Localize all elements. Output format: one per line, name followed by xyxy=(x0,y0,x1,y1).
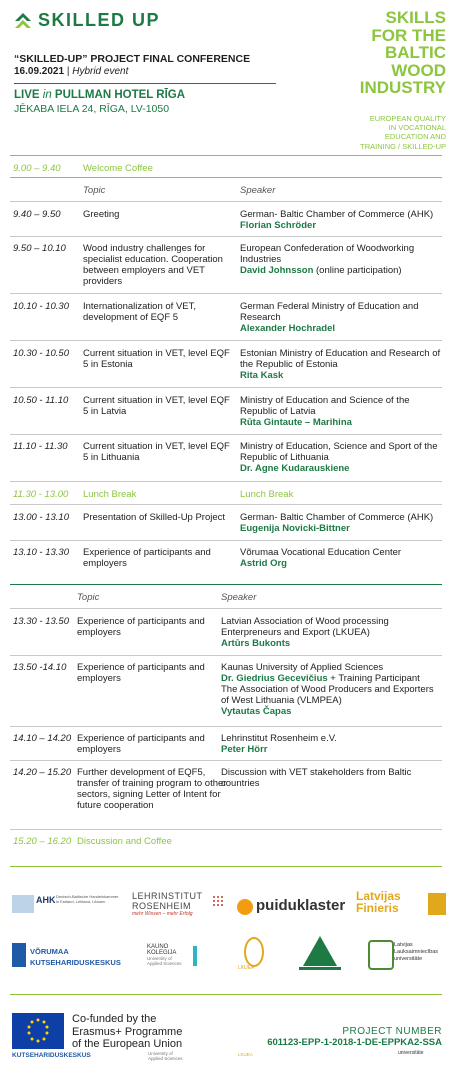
vlmpea-tree-icon xyxy=(297,934,343,972)
green-divider xyxy=(10,155,442,156)
conference-title: “SKILLED-UP” PROJECT FINAL CONFERENCE xyxy=(14,53,251,65)
lkuea-small-logo: LKUEA xyxy=(238,1052,253,1057)
row-divider xyxy=(10,829,442,830)
lluni-logo: Latvijas Lauksaimniecības universitāte xyxy=(368,940,446,970)
vorumaa-small-logo: KUTSEHARIDUSKESKUS xyxy=(12,1052,91,1059)
header-divider xyxy=(14,83,276,84)
logos-divider xyxy=(10,866,442,867)
latvijas-finieris-logo: Latvijas Finieris xyxy=(356,890,448,920)
venue-address: JĒKABA IELA 24, RĪGA, LV-1050 xyxy=(14,103,170,115)
puiduklaster-logo: puiduklaster xyxy=(237,896,349,918)
vorumaa-logo: VÕRUMAA KUTSEHARIDUSKESKUS xyxy=(12,941,124,973)
cofunded-text: Co-funded by the Erasmus+ Programme of the European Union xyxy=(72,1013,183,1050)
eu-flag-icon xyxy=(12,1013,64,1049)
row-divider xyxy=(10,177,442,178)
row-divider xyxy=(10,340,442,341)
logo-text: SKILLED UP xyxy=(38,10,161,30)
row-divider xyxy=(10,293,442,294)
section-divider xyxy=(10,584,442,585)
row-divider xyxy=(10,760,442,761)
row-divider xyxy=(10,504,442,505)
row-divider xyxy=(10,201,442,202)
skilled-up-logo xyxy=(14,10,160,31)
chevron-logo-icon xyxy=(14,12,32,30)
project-number: PROJECT NUMBER 601123-EPP-1-2018-1-DE-EPPKA2-SSA xyxy=(267,1026,442,1048)
footer-divider xyxy=(10,994,442,995)
venue-line: LIVE in PULLMAN HOTEL RĪGA xyxy=(14,89,186,101)
kauno-kolegija-logo: KAUNO KOLEGIJA University of Applied Sciences xyxy=(147,944,209,976)
skills-title: SKILLS FOR THE BALTIC WOOD INDUSTRY xyxy=(359,8,446,97)
row-divider xyxy=(10,726,442,727)
row-divider xyxy=(10,481,442,482)
lkuea-logo: LKUEA xyxy=(238,937,268,973)
row-divider xyxy=(10,434,442,435)
row-divider xyxy=(10,655,442,656)
lluni-small-logo: universitāte xyxy=(398,1050,424,1056)
conference-date: 16.09.2021 | Hybrid event xyxy=(14,66,129,77)
lehrinstitut-logo: LEHRINSTITUT ROSENHEIM mehr Wissen – mehr Erfolg xyxy=(132,891,224,927)
row-divider xyxy=(10,540,442,541)
row-divider xyxy=(10,236,442,237)
skills-subtitle: EUROPEAN QUALITY IN VOCATIONAL EDUCATION AND TRAINING / SKILLED-UP xyxy=(360,114,446,151)
row-divider xyxy=(10,387,442,388)
kauno-small-logo: University of Applied Sciences xyxy=(148,1051,183,1061)
row-divider xyxy=(10,608,442,609)
ahk-logo: AHK Deutsch-Baltische Handelskammer in Estland, Lettland, Litauen xyxy=(12,893,122,919)
